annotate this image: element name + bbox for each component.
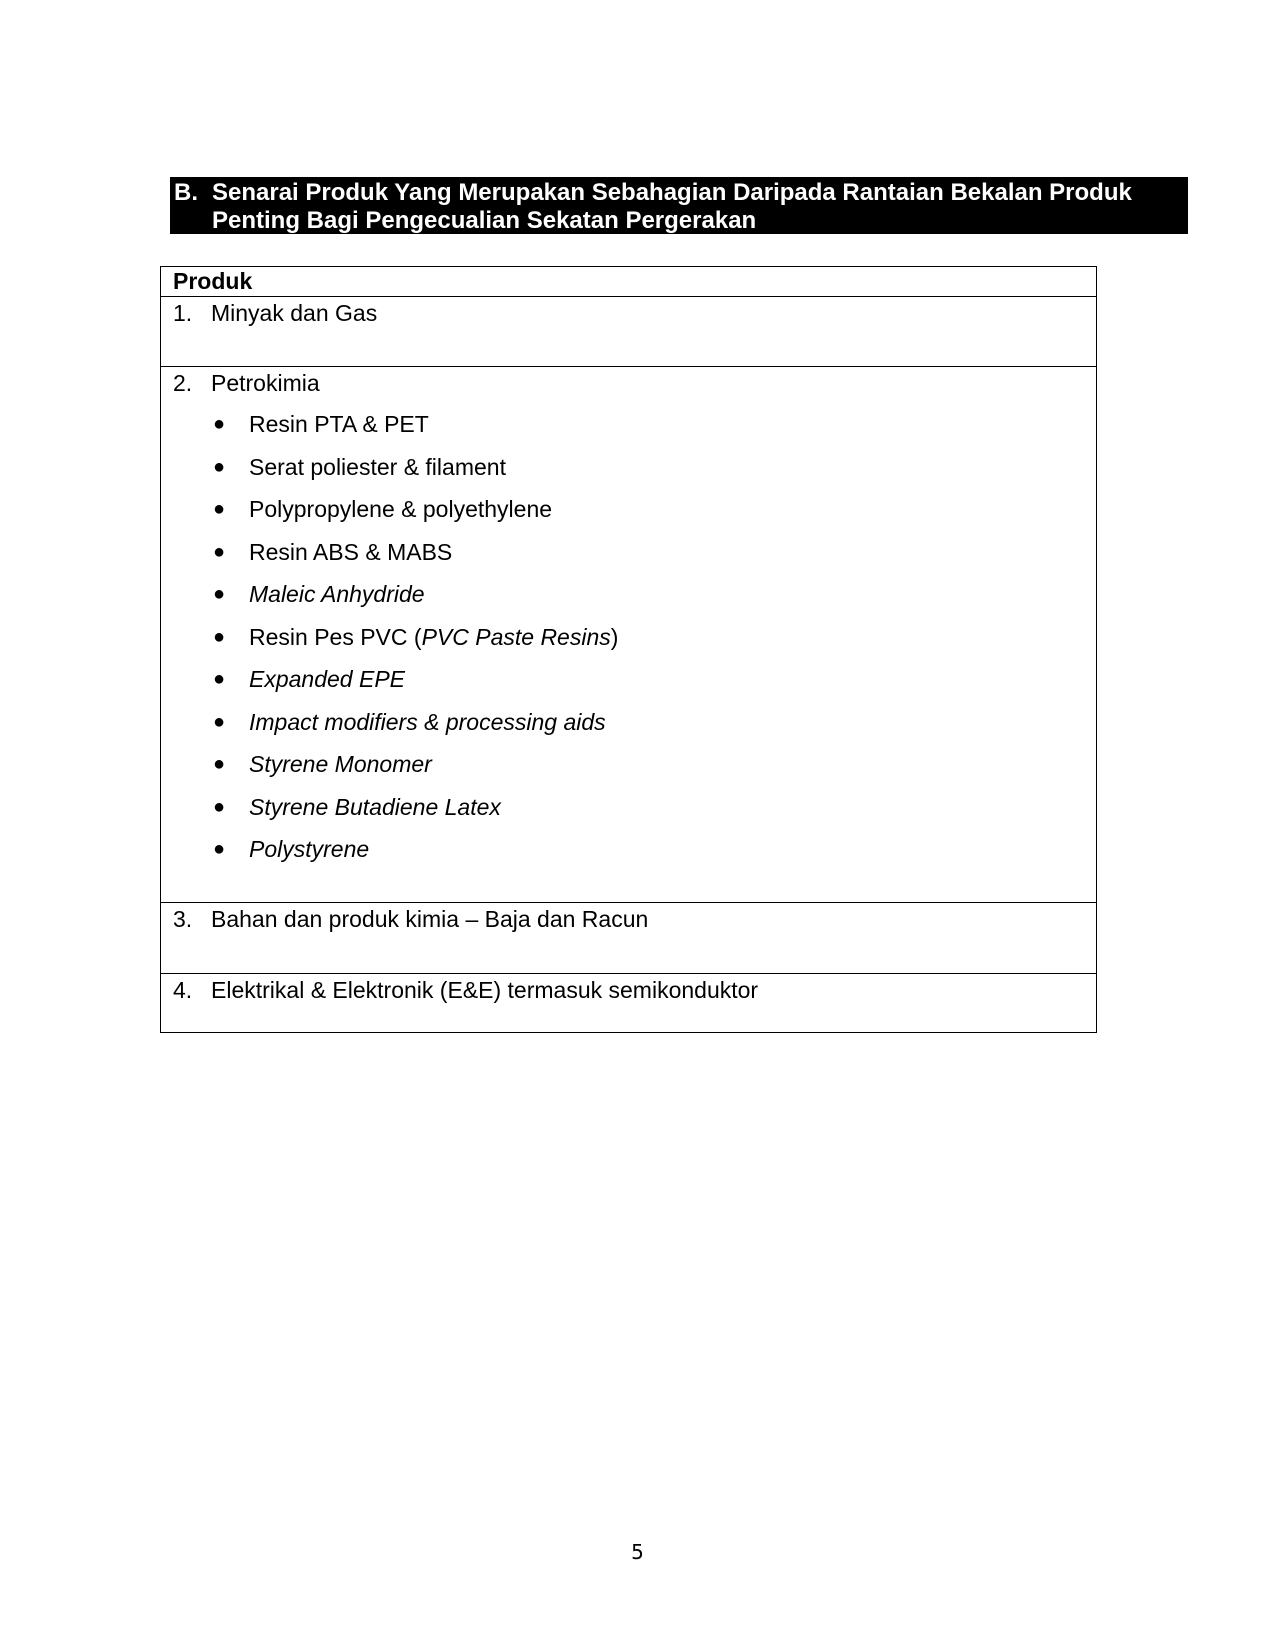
list-item: ● Serat poliester & filament [173, 453, 1096, 496]
table-row-1 [161, 296, 1096, 366]
list-item: ● Polystyrene [173, 835, 1096, 878]
list-item: ● Resin Pes PVC (PVC Paste Resins) [173, 623, 1096, 666]
bullet-icon: ● [213, 583, 226, 605]
bullet-icon: ● [213, 838, 226, 860]
table-header: Produk [173, 268, 253, 294]
petrokimia-list [173, 410, 1096, 878]
section-title-line2: Penting Bagi Pengecualian Sekatan Pergerakan [212, 207, 757, 234]
item-number: 4. [173, 977, 193, 1003]
table-row-4 [161, 973, 1096, 1032]
list-item: ● Maleic Anhydride [173, 580, 1096, 623]
bullet-icon: ● [213, 753, 226, 775]
bullet-icon: ● [213, 625, 226, 648]
bullet-icon: ● [213, 455, 226, 478]
bullet-icon: ● [213, 668, 226, 690]
item-label: Petrokimia [211, 370, 320, 396]
list-item: ● Impact modifiers & processing aids [173, 708, 1096, 751]
list-item: ● Styrene Monomer [173, 750, 1096, 793]
page-number: 5 [631, 1540, 644, 1564]
table-row-2 [161, 366, 1096, 902]
bullet-icon: ● [213, 795, 226, 818]
bullet-icon: ● [213, 498, 226, 520]
bullet-icon: ● [213, 540, 226, 563]
item-label: Minyak dan Gas [211, 300, 378, 326]
item-label: Bahan dan produk kimia – Baja dan Racun [211, 906, 649, 932]
item-number: 1. [173, 300, 193, 326]
product-table [160, 266, 1097, 1033]
list-item: ● Expanded EPE [173, 665, 1096, 708]
table-row-3 [161, 902, 1096, 973]
section-letter: B. [174, 179, 198, 206]
list-item: ● Polypropylene & polyethylene [173, 495, 1096, 538]
bullet-icon: ● [213, 413, 226, 435]
list-item: ● Resin ABS & MABS [173, 538, 1096, 581]
bullet-icon: ● [213, 710, 226, 733]
item-number: 2. [173, 370, 193, 396]
section-title-line1: Senarai Produk Yang Merupakan Sebahagian Daripada Rantaian Bekalan Produk [212, 179, 1132, 206]
item-number: 3. [173, 906, 193, 932]
list-item: ● Styrene Butadiene Latex [173, 793, 1096, 836]
item-label: Elektrikal & Elektronik (E&E) termasuk semikonduktor [211, 977, 759, 1003]
section-heading [170, 177, 1188, 234]
list-item: ● Resin PTA & PET [173, 410, 1096, 453]
section-title [212, 179, 1180, 234]
